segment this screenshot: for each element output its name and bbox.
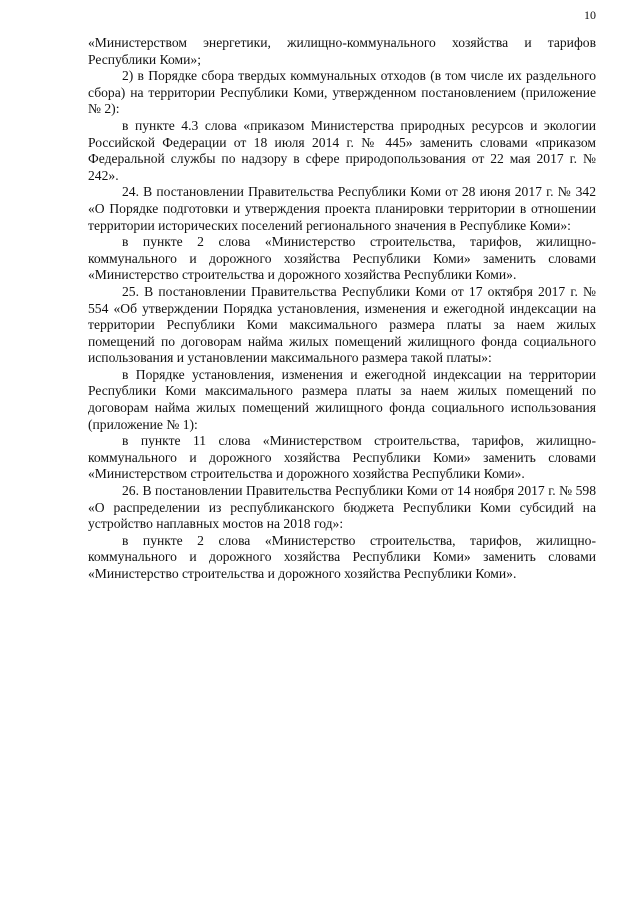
paragraph: в пункте 4.3 слова «приказом Министерства природных ресурсов и экологии Российской Федерации от 18 июля 2014 г. № 445» заменить словами «приказом Федеральной службы по надзору в сфере природопользования от 22 мая 2017 г. № 242». [88, 117, 596, 183]
paragraph: «Министерством энергетики, жилищно-коммунального хозяйства и тарифов Республики Коми»; [88, 35, 596, 67]
paragraph: 2) в Порядке сбора твердых коммунальных отходов (в том числе их раздельного сбора) на территории Республики Коми, утвержденном постановлением (приложение № 2): [88, 68, 596, 117]
document-body [88, 35, 596, 583]
paragraph: 24. В постановлении Правительства Республики Коми от 28 июня 2017 г. № 342 «О Порядке подготовки и утверждения проекта планировки территории в отношении территории исторических поселений регионального значения в Республике Коми»: [88, 184, 596, 233]
paragraph: в пункте 11 слова «Министерством строительства, тарифов, жилищно-коммунального и дорожного хозяйства Республики Коми» заменить словами «Министерством строительства и дорожного хозяйства Республики Коми». [88, 433, 596, 482]
paragraph: в пункте 2 слова «Министерство строительства, тарифов, жилищно-коммунального и дорожного хозяйства Республики Коми» заменить словами «Министерство строительства и дорожного хозяйства Республики Коми». [88, 234, 596, 283]
paragraph: 25. В постановлении Правительства Республики Коми от 17 октября 2017 г. № 554 «Об утверждении Порядка установления, изменения и ежегодной индексации на территории Республики Коми максимального размера платы за наем жилых помещений по договорам найма жилых помещений жилищного фонда социального использования и установлении максимального размера такой платы»: [88, 283, 596, 366]
paragraph: в пункте 2 слова «Министерство строительства, тарифов, жилищно-коммунального и дорожного хозяйства Республики Коми» заменить словами «Министерство строительства и дорожного хозяйства Республики Коми». [88, 532, 596, 581]
paragraph: 26. В постановлении Правительства Республики Коми от 14 ноября 2017 г. № 598 «О распределении из республиканского бюджета Республики Коми субсидий на устройство наплавных мостов на 2018 год»: [88, 483, 596, 532]
paragraph: в Порядке установления, изменения и ежегодной индексации на территории Республики Коми максимального размера платы за наем жилых помещений по договорам найма жилых помещений жилищного фонда социального использования (приложение № 1): [88, 366, 596, 432]
page-number: 10 [584, 8, 596, 22]
